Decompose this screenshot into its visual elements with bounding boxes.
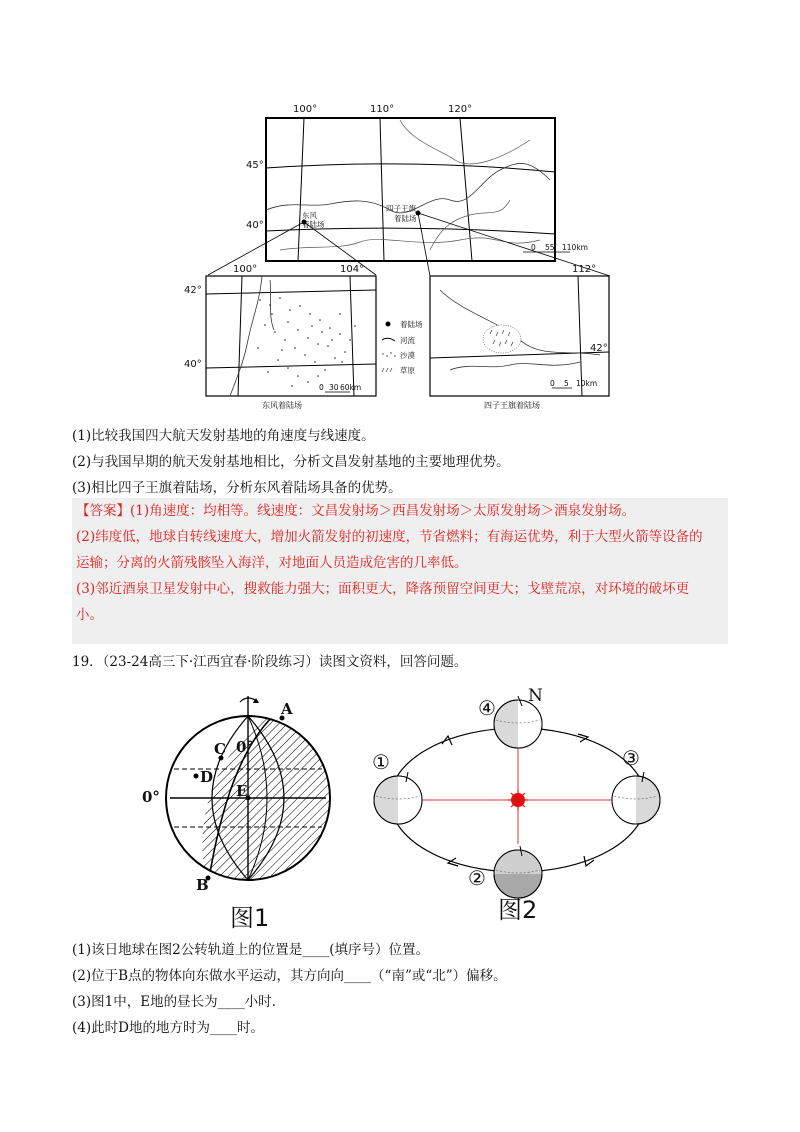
q18-item-3: (3)相比四子王旗着陆场，分析东风着陆场具备的优势。 bbox=[72, 480, 402, 496]
inset-left-lat-42: 42° bbox=[184, 285, 202, 296]
inset-right-lat-42: 42° bbox=[590, 343, 608, 354]
answer-line-2: (2)纬度低，地球自转线速度大，增加火箭发射的初速度，节省燃料；有海运优势，利于大型火箭等设备的 bbox=[76, 529, 703, 545]
map-lon-110: 110° bbox=[370, 104, 395, 115]
answer-box bbox=[72, 498, 728, 644]
earth-position-3 bbox=[612, 772, 660, 824]
inset-right-scale-10: 10km bbox=[576, 379, 598, 388]
legend-grassland: 草原 bbox=[400, 366, 415, 375]
scale-main-55: 55 bbox=[545, 243, 555, 252]
legend-river: 河流 bbox=[400, 336, 415, 345]
point-e-label: E bbox=[236, 782, 248, 800]
inset-right-caption: 四子王旗着陆场 bbox=[484, 401, 540, 410]
answer-line-5: 小。 bbox=[76, 607, 103, 623]
position-4-label: ④ bbox=[478, 696, 496, 720]
q19-item-2: (2)位于B点的物体向东做水平运动，其方向向____（“南”或“北”）偏移。 bbox=[72, 968, 507, 984]
answer-line-3: 运输；分离的火箭残骸坠入海洋，对地面人员造成危害的几率低。 bbox=[76, 555, 468, 571]
globe-diagram bbox=[136, 688, 368, 928]
inset-left-scale-60: 60km bbox=[340, 383, 362, 392]
map-lon-120: 120° bbox=[448, 104, 473, 115]
map-lat-45: 45° bbox=[246, 160, 264, 171]
orbit-diagram bbox=[368, 684, 678, 924]
position-3-label: ③ bbox=[622, 746, 640, 770]
inset-left-lon-104: 104° bbox=[340, 264, 365, 275]
point-b-label: B bbox=[196, 876, 209, 894]
inset-left-scale-0: 0 bbox=[319, 383, 324, 392]
q18-item-2: (2)与我国早期的航天发射基地相比，分析文昌发射基地的主要地理优势。 bbox=[72, 454, 510, 470]
point-d-label: D bbox=[200, 768, 214, 786]
grassland-patch bbox=[483, 325, 521, 353]
landing-site-map-figure bbox=[184, 100, 620, 412]
inset-right-scale-0: 0 bbox=[550, 379, 555, 388]
sun-icon bbox=[511, 793, 525, 807]
figure-2-caption: 图2 bbox=[498, 896, 538, 924]
q19-item-4: (4)此时D地的地方时为____时。 bbox=[72, 1020, 264, 1036]
answer-line-4: (3)邻近酒泉卫星发射中心，搜救能力强大；面积更大，降落预留空间更大；戈壁荒凉，对环境的破坏更 bbox=[76, 581, 690, 597]
north-label: N bbox=[528, 686, 543, 706]
zero-longitude-label: 0° bbox=[236, 738, 254, 756]
figure-2-orbit bbox=[368, 684, 678, 924]
scale-main-110: 110km bbox=[562, 243, 588, 252]
q19-item-1: (1)该日地球在图2公转轨道上的位置是____(填序号）位置。 bbox=[72, 942, 429, 958]
figure-1-globe bbox=[136, 688, 368, 932]
q18-item-1: (1)比较我国四大航天发射基地的角速度与线速度。 bbox=[72, 428, 375, 444]
inset-left-scale-30: 30 bbox=[329, 383, 339, 392]
inset-left-lat-40: 40° bbox=[184, 359, 202, 370]
siziwang-label-2: 着陆场 bbox=[394, 214, 417, 223]
map-lon-100: 100° bbox=[293, 104, 318, 115]
legend-landing-site: 着陆场 bbox=[400, 320, 423, 329]
point-c-label: C bbox=[214, 740, 226, 758]
answer-line-1: 【答案】(1)角速度：均相等。线速度：文昌发射场＞西昌发射场＞太原发射场＞酒泉发射场。 bbox=[76, 503, 636, 519]
inset-right-lon-112: 112° bbox=[572, 264, 597, 275]
position-1-label: ① bbox=[372, 750, 390, 774]
q19-item-3: (3)图1中，E地的昼长为____小时. bbox=[72, 994, 276, 1010]
scale-main-0: 0 bbox=[531, 243, 536, 252]
inset-left-caption: 东风着陆场 bbox=[262, 401, 302, 410]
q19-title: 19．（23-24高三下·江西宜春·阶段练习）读图文资料，回答问题。 bbox=[72, 654, 468, 670]
siziwang-label-1: 四子王旗 bbox=[386, 204, 416, 213]
dongfeng-label-2: 着陆场 bbox=[302, 220, 325, 229]
legend-desert: 沙漠 bbox=[400, 351, 415, 360]
dongfeng-label-1: 东风 bbox=[302, 211, 317, 220]
earth-position-1 bbox=[374, 772, 422, 824]
point-a-label: A bbox=[281, 700, 293, 718]
inset-right-scale-5: 5 bbox=[564, 379, 569, 388]
figure-1-caption: 图1 bbox=[230, 904, 270, 932]
position-2-label: ② bbox=[468, 866, 486, 890]
inset-left-lon-100: 100° bbox=[233, 264, 258, 275]
zero-latitude-label: 0° bbox=[142, 788, 160, 806]
map-lat-40: 40° bbox=[246, 220, 264, 231]
